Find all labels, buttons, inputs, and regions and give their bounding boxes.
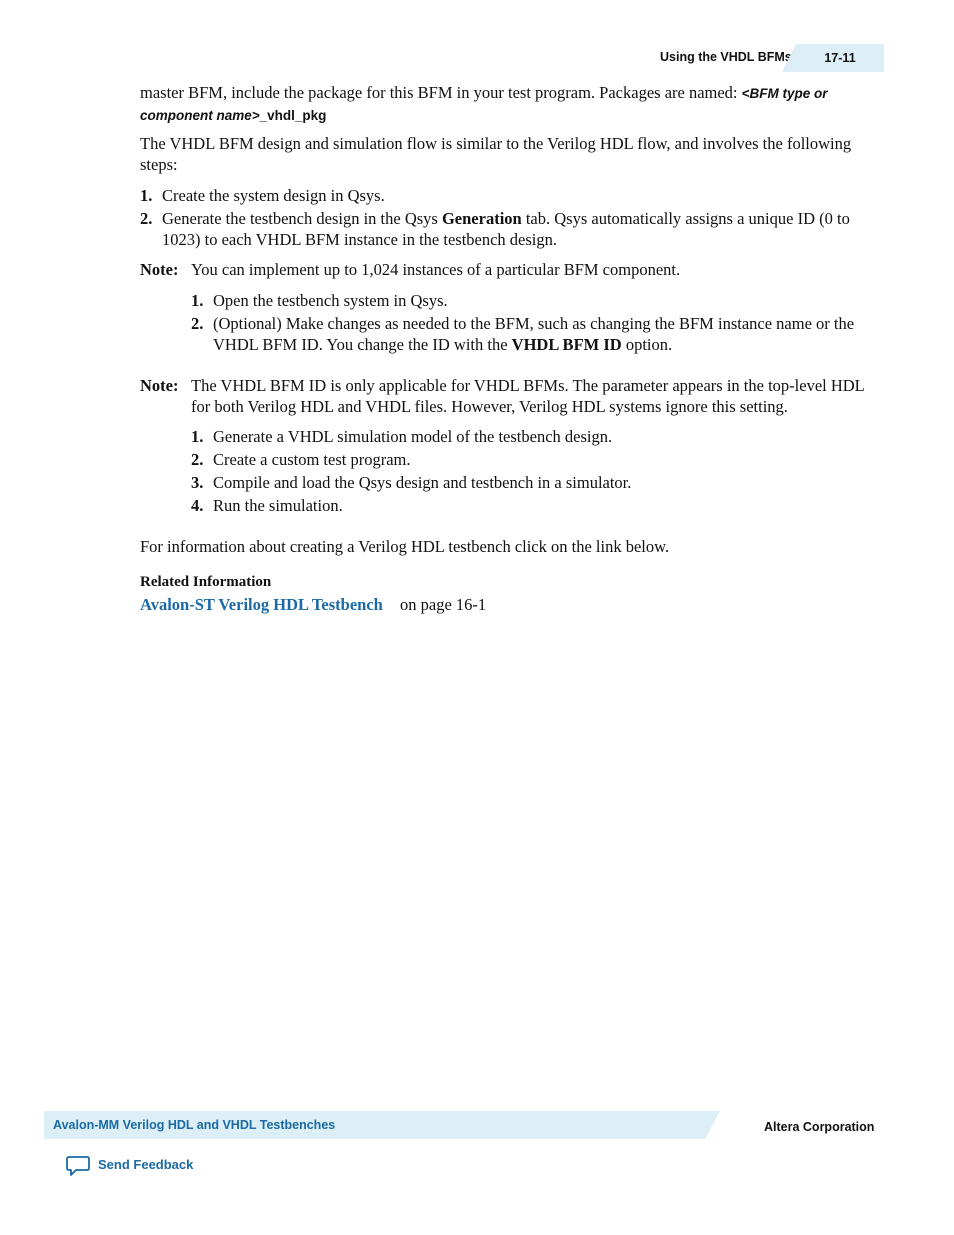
list-item [191,496,873,517]
related-info-link[interactable]: Avalon-ST Verilog HDL Testbench [140,595,383,614]
list-item [191,427,873,448]
note-label: Note: [140,376,179,395]
list-text-post: option. [621,334,673,354]
related-info-page-ref: on page 16-1 [400,595,487,614]
running-header-title: Using the VHDL BFMs [660,50,792,64]
list-number: 4. [191,496,204,515]
page-number: 17-11 [796,44,884,72]
list-item [191,314,873,355]
footer-doc-title[interactable]: Avalon-MM Verilog HDL and VHDL Testbenches [53,1118,336,1132]
flow-paragraph: The VHDL BFM design and simulation flow is similar to the Verilog HDL flow, and involves the following steps: [140,134,852,174]
list-text: Compile and load the Qsys design and testbench in a simulator. [213,473,632,492]
list-item [140,186,872,207]
note-text: You can implement up to 1,024 instances of a particular BFM component. [191,260,681,279]
list-text: Create the system design in Qsys. [162,186,385,205]
list-text [162,209,872,250]
list-number: 1. [140,186,153,205]
note-text: The VHDL BFM ID is only applicable for VHDL BFMs. The parameter appears in the top-level HDL for both Verilog HDL and VHDL files. However, Verilog HDL systems ignore this setting. [191,376,865,416]
related-info-heading: Related Information [140,574,272,590]
list-number: 1. [191,427,204,446]
list-text: Create a custom test program. [213,450,411,469]
intro-code-suffix: _vhdl_pkg [259,107,327,123]
list-number: 2. [191,450,204,469]
list-text-bold: Generation [441,209,522,228]
list-text-post: tab. Qsys automatically assigns a unique ID (0 to 1023) to each VHDL BFM instance in the testbench design. [162,209,850,249]
intro-text: master BFM, include the package for this BFM in your test program. Packages are named: [140,83,742,102]
list-text: Generate a VHDL simulation model of the testbench design. [213,427,613,446]
note-label: Note: [140,260,179,279]
list-text-bold: VHDL BFM ID [511,334,622,354]
list-number: 2. [191,314,204,333]
list-text [213,314,873,355]
intro-paragraph [140,83,872,126]
list-number: 2. [140,209,153,228]
list-number: 3. [191,473,204,492]
list-item [191,450,873,471]
list-item [191,291,873,312]
feedback-icon[interactable] [66,1155,90,1177]
list-text-pre: (Optional) Make changes as needed to the BFM, such as changing the BFM instance name or the VHDL BFM ID. You change the ID with the [213,314,855,354]
list-text-pre: Generate the testbench design in the Qsys [162,209,442,228]
info-paragraph: For information about creating a Verilog HDL testbench click on the link below. [140,537,670,556]
list-number: 1. [191,291,204,310]
intro-code-italic-1: <BFM type or [741,86,828,101]
list-item [191,473,873,494]
list-text: Run the simulation. [213,496,343,515]
send-feedback-link[interactable]: Send Feedback [98,1157,194,1172]
list-item [140,209,872,250]
intro-code-italic-2: component name> [140,107,260,123]
footer-company: Altera Corporation [764,1120,875,1134]
list-text: Open the testbench system in Qsys. [213,291,448,310]
